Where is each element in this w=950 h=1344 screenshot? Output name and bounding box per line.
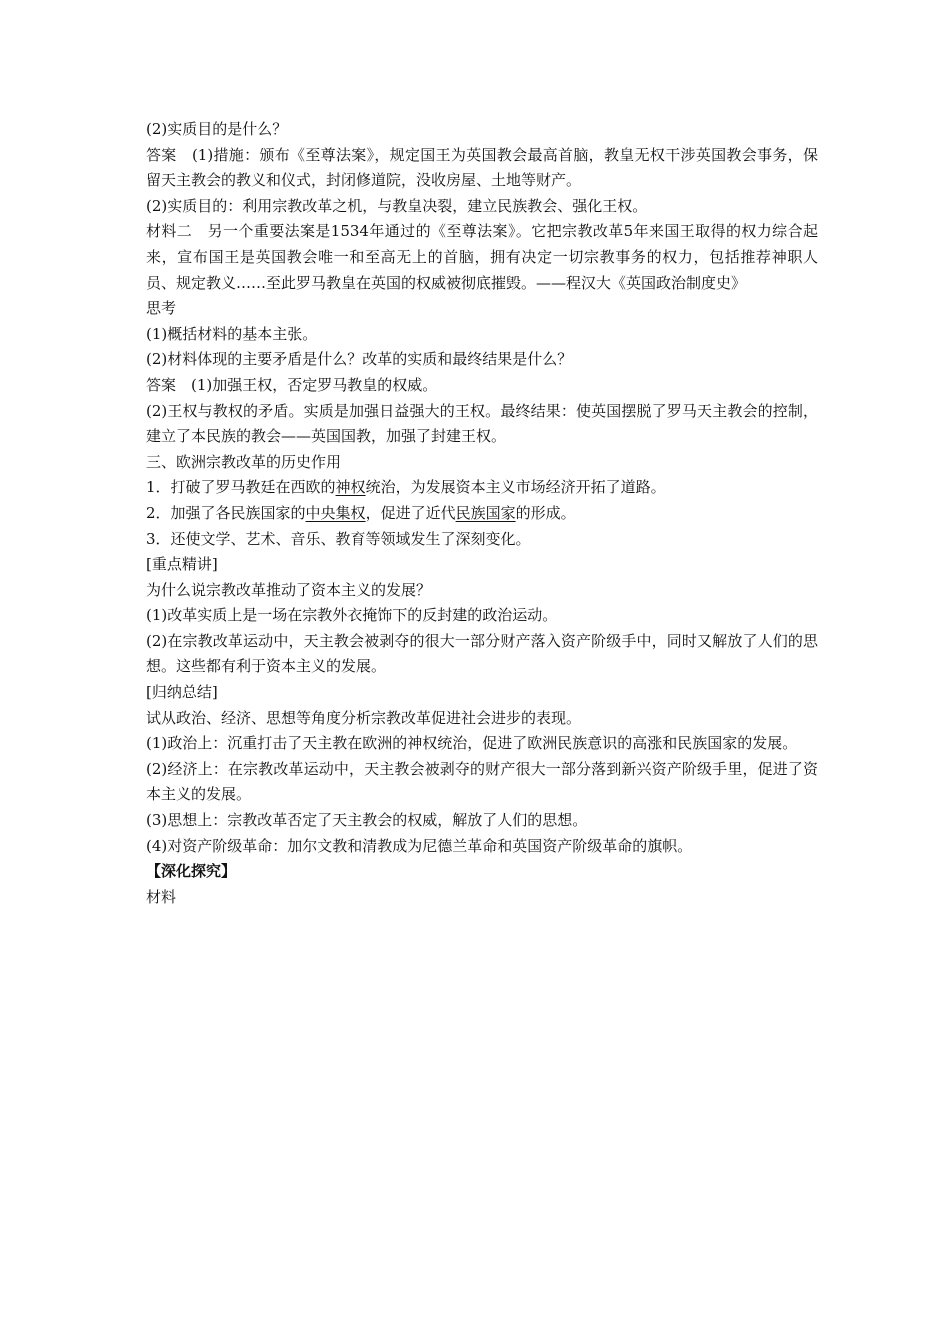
summary-question: 试从政治、经济、思想等角度分析宗教改革促进社会进步的表现。 <box>146 708 582 727</box>
list-item-2 <box>146 501 818 527</box>
answer-2-part-2: (2)王权与教权的矛盾。实质是加强日益强大的王权。最终结果：使英国摆脱了罗马天主教会的控制，建立了本民族的教会——英国国教，加强了封建王权。 <box>146 401 818 446</box>
answer-label: 答案 <box>146 145 177 164</box>
summary-answer-4: (4)对资产阶级革命：加尔文教和清教成为尼德兰革命和英国资产阶级革命的旗帜。 <box>146 836 693 855</box>
answer-label: 答案 <box>146 375 177 394</box>
think-question-1: (1)概括材料的基本主张。 <box>146 324 318 343</box>
list-item-1 <box>146 475 818 501</box>
answer-2-block <box>146 373 818 399</box>
focus-tag: [重点精讲] <box>146 555 218 574</box>
list-item-3: 3．还使文学、艺术、音乐、教育等领域发生了深刻变化。 <box>146 529 531 548</box>
think-question-2: (2)材料体现的主要矛盾是什么？改革的实质和最终结果是什么？ <box>146 350 573 369</box>
question-2-heading: (2)实质目的是什么？ <box>146 120 288 138</box>
summary-tag: [归纳总结] <box>146 683 218 702</box>
underlined-term: 中央集权 <box>305 503 366 522</box>
focus-answer-1: (1)改革实质上是一场在宗教外衣掩饰下的反封建的政治运动。 <box>146 606 558 625</box>
material-2-text: 另一个重要法案是1534年通过的《至尊法案》。它把宗教改革5年来国王取得的权力综合起来，宣布国王是英国教会唯一和至高无上的首脑，拥有决定一切宗教事务的权力，包括推荐神职人员、规定教义……至此罗马教皇在英国的权威被彻底摧毁。——程汉大《英国政治制度史》 <box>146 222 818 292</box>
list-item-text: ，促进了近代 <box>365 503 456 522</box>
document-body <box>146 117 818 910</box>
list-item-text: 2．加强了各民族国家的 <box>146 503 306 522</box>
list-item-text: 1．打破了罗马教廷在西欧的 <box>146 478 336 497</box>
underlined-term: 民族国家 <box>455 503 516 522</box>
section-3-title: 三、欧洲宗教改革的历史作用 <box>146 452 342 471</box>
think-heading: 思考 <box>146 299 177 318</box>
summary-answer-1: (1)政治上：沉重打击了天主教在欧洲的神权统治，促进了欧洲民族意识的高涨和民族国家的发展。 <box>146 734 798 753</box>
answer-2-text: (1)加强王权，否定罗马教皇的权威。 <box>191 375 438 394</box>
material-label: 材料 <box>146 887 177 906</box>
underlined-term: 神权 <box>335 478 366 497</box>
focus-answer-2: (2)在宗教改革运动中，天主教会被剥夺的很大一部分财产落入资产阶级手中，同时又解放了人们的思想。这些都有利于资本主义的发展。 <box>146 631 818 676</box>
summary-answer-3: (3)思想上：宗教改革否定了天主教会的权威，解放了人们的思想。 <box>146 811 588 830</box>
summary-answer-2: (2)经济上：在宗教改革运动中，天主教会被剥夺的财产很大一部分落到新兴资产阶级手里，促进了资本主义的发展。 <box>146 759 818 804</box>
focus-question: 为什么说宗教改革推动了资本主义的发展？ <box>146 580 432 599</box>
answer-1-text: (1)措施：颁布《至尊法案》，规定国王为英国教会最高首脑，教皇无权干涉英国教会事务，保留天主教会的教义和仪式，封闭修道院，没收房屋、土地等财产。 <box>146 145 818 190</box>
material-2-block <box>146 219 818 296</box>
list-item-text: 统治，为发展资本主义市场经济开拓了道路。 <box>365 478 666 497</box>
deep-inquiry-title: 【深化探究】 <box>146 862 237 881</box>
material-2-label: 材料二 <box>146 222 193 241</box>
answer-1-part-2: (2)实质目的：利用宗教改革之机，与教皇决裂，建立民族教会、强化王权。 <box>146 196 648 215</box>
answer-1-block <box>146 143 818 194</box>
list-item-text: 的形成。 <box>515 503 576 522</box>
